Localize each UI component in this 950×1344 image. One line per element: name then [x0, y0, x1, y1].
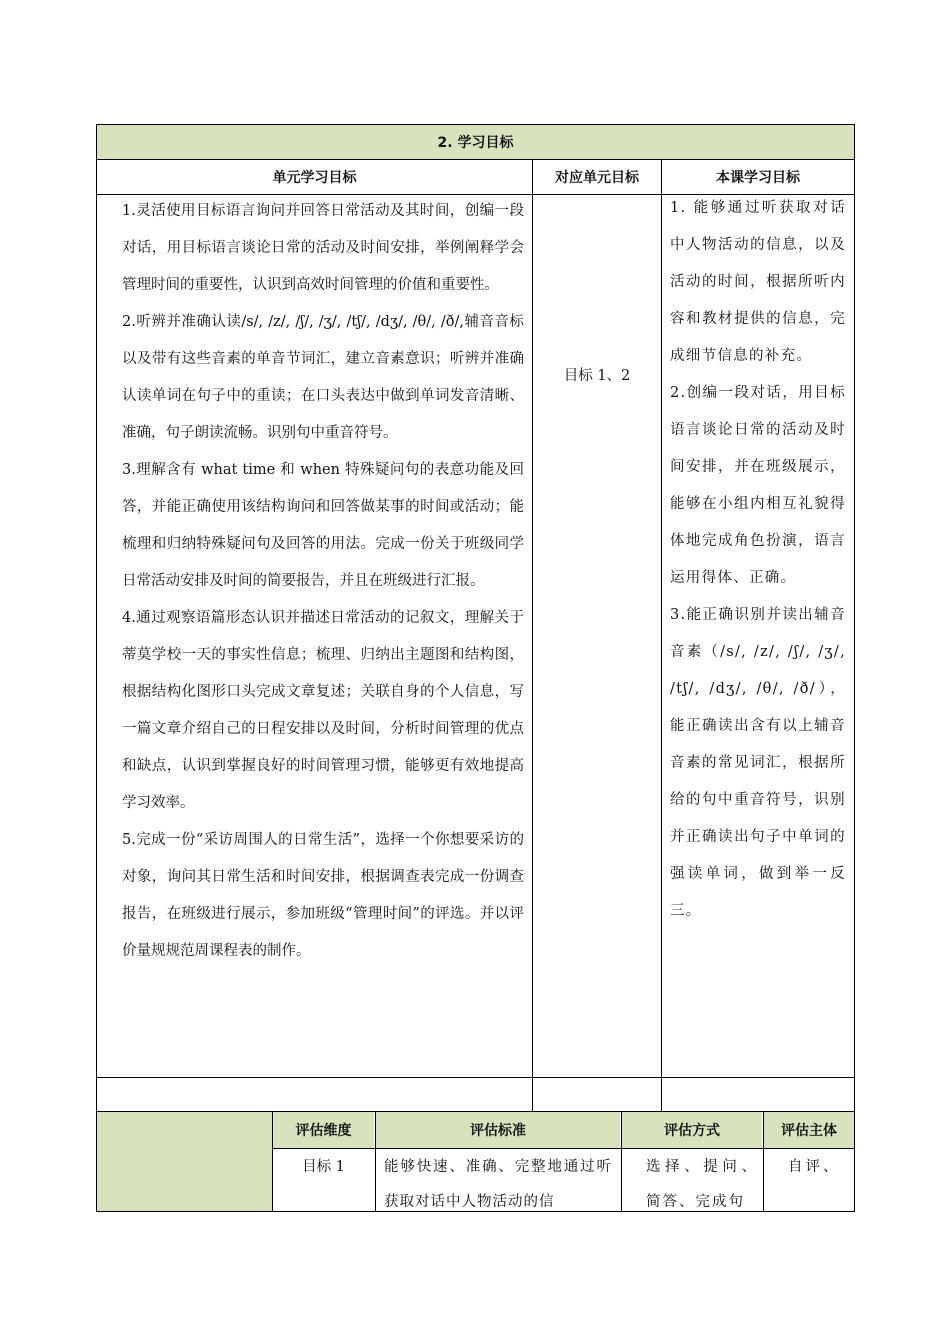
header-lesson-goals: 本课学习目标 [716, 170, 800, 186]
empty-row-top [97, 1077, 854, 1078]
header-unit-goals: 单元学习目标 [272, 170, 357, 186]
col-divider-1 [532, 160, 533, 1112]
eval-standard: 能够快速、准确、完整地通过听获取对话中人物活动的信 [384, 1159, 612, 1210]
header-corresponding: 对应单元目标 [555, 170, 639, 186]
eval-header-divider [272, 1148, 854, 1149]
lesson-goal-item: 2.创编一段对话，用目标语言谈论日常的活动及时间安排，并在班级展示，能够在小组内相互礼貌得体地完成角色扮演，语言运用得体、正确。 [670, 385, 846, 586]
eval-header-method: 评估方式 [622, 1112, 762, 1148]
eval-header-subject: 评估主体 [764, 1112, 854, 1148]
eval-divider-4 [763, 1112, 764, 1211]
eval-divider-3 [621, 1112, 622, 1211]
eval-label-cell [97, 1112, 272, 1211]
col-divider-2 [661, 160, 662, 1112]
eval-divider-2 [375, 1112, 376, 1211]
unit-goal-item: 4.通过观察语篇形态认识并描述日常活动的记叙文，理解关于蒂莫学校一天的事实性信息；梳理、归纳出主题图和结构图，根据结构化图形口头完成文章复述；关联自身的个人信息，写一篇文章介绍自己的日程安排以及时间，分析时间管理的优点和缺点，认识到掌握良好的时间管理习惯，能够更有效地提高学习效率。 [122, 610, 524, 811]
section-title: 2. 学习目标 [97, 125, 854, 160]
unit-goals-list [122, 193, 524, 970]
eval-subject: 自评、 [788, 1159, 841, 1175]
unit-goal-item: 2.听辨并准确认读/s/, /z/, /ʃ/, /ʒ/, /tʃ/, /dʒ/, /θ/, /ð/,辅音音标以及带有这些音素的单音节词汇，建立音素意识；听辨并准确认读单词在句子中的重读；在口头表达中做到单词发音清晰、准确，句子朗读流畅。识别句中重音符号。 [122, 314, 524, 441]
eval-method: 选择、提问、简答、完成句 [646, 1159, 758, 1210]
unit-goal-item: 5.完成一份“采访周围人的日常生活”，选择一个你想要采访的对象，询问其日常生活和时间安排，根据调查表完成一份调查报告，在班级进行展示，参加班级“管理时间”的评选。并以评价量规规范周课程表的制作。 [122, 832, 524, 959]
lesson-goal-item: 1. 能够通过听获取对话中人物活动的信息，以及活动的时间，根据所听内容和教材提供的信息，完成细节信息的补充。 [670, 200, 846, 364]
lesson-goal-item: 3.能正确识别并读出辅音音素（/s/, /z/, /ʃ/, /ʒ/, /tʃ/, /dʒ/, /θ/, /ð/），能正确读出含有以上辅音音素的常见词汇，根据所给的句中重音符号，识别并正确读出句子中单词的强读单词，做到举一反三。 [670, 607, 846, 919]
eval-header-standard: 评估标准 [376, 1112, 620, 1148]
eval-dimension: 目标 1 [302, 1159, 345, 1175]
eval-header-dimension: 评估维度 [273, 1112, 374, 1148]
unit-goal-item: 1.灵活使用目标语言询问并回答日常活动及其时间，创编一段对话，用目标语言谈论日常的活动及时间安排，举例阐释学会管理时间的重要性，认识到高效时间管理的价值和重要性。 [122, 203, 524, 293]
lesson-goals-list [670, 190, 846, 930]
corresponding-goal: 目标 1、2 [563, 368, 631, 384]
unit-goal-item: 3.理解含有 what time 和 when 特殊疑问句的表意功能及回答，并能正确使用该结构询问和回答做某事的时间或活动；能梳理和归纳特殊疑问句及回答的用法。完成一份关于班级同学日常活动安排及时间的简要报告，并且在班级进行汇报。 [122, 462, 524, 589]
